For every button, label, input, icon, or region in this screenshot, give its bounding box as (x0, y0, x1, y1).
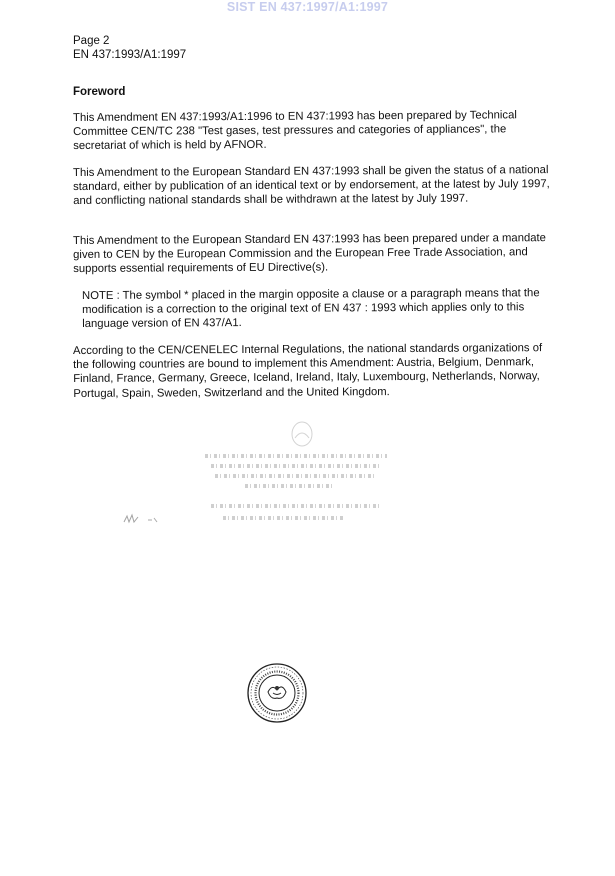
foreword-paragraph-4: According to the CEN/CENELEC Internal Regulations, the national standards organizations of the following countries are bound to implement this Amendment: Austria, Belgium, Denmark, Finland, France, Germany, Greece, Iceland, Ireland, Italy, Luxembourg, Netherlands, Norway, Portugal, Spain, Sweden, Switzerland and the United Kingdom. (73, 342, 543, 400)
official-seal-icon (246, 662, 308, 724)
foreword-paragraph-2: This Amendment to the European Standard EN 437:1993 shall be given the status of a national standard, either by publication of an identical text or by endorsement, at the latest by July 1997, and conflicting national standards shall be withdrawn at the latest by July 1997. (73, 164, 550, 208)
page-number: Page 2 (73, 35, 110, 47)
foreword-heading: Foreword (73, 86, 126, 98)
foreword-note: NOTE : The symbol * placed in the margin opposite a clause or a paragraph means that the modification is a correction to the original text of EN 437 : 1993 which applies only to this language version of EN 437/A1. (82, 287, 540, 331)
faded-stamp-icon (205, 420, 395, 530)
page-header (73, 34, 186, 62)
watermark: SIST EN 437:1997/A1:1997 (226, 0, 389, 14)
scribble-mark-icon (122, 512, 162, 526)
foreword-paragraph-1: This Amendment EN 437:1993/A1:1996 to EN 437:1993 has been prepared by Technical Committee CEN/TC 238 "Test gases, test pressures and categories of appliances", the secretariat of which is held by AFNOR. (73, 109, 517, 153)
document-reference: EN 437:1993/A1:1997 (73, 49, 187, 61)
foreword-paragraph-3: This Amendment to the European Standard EN 437:1993 has been prepared under a mandate given to CEN by the European Commission and the European Free Trade Association, and supports essential requirements of EU Directive(s). (73, 232, 546, 276)
